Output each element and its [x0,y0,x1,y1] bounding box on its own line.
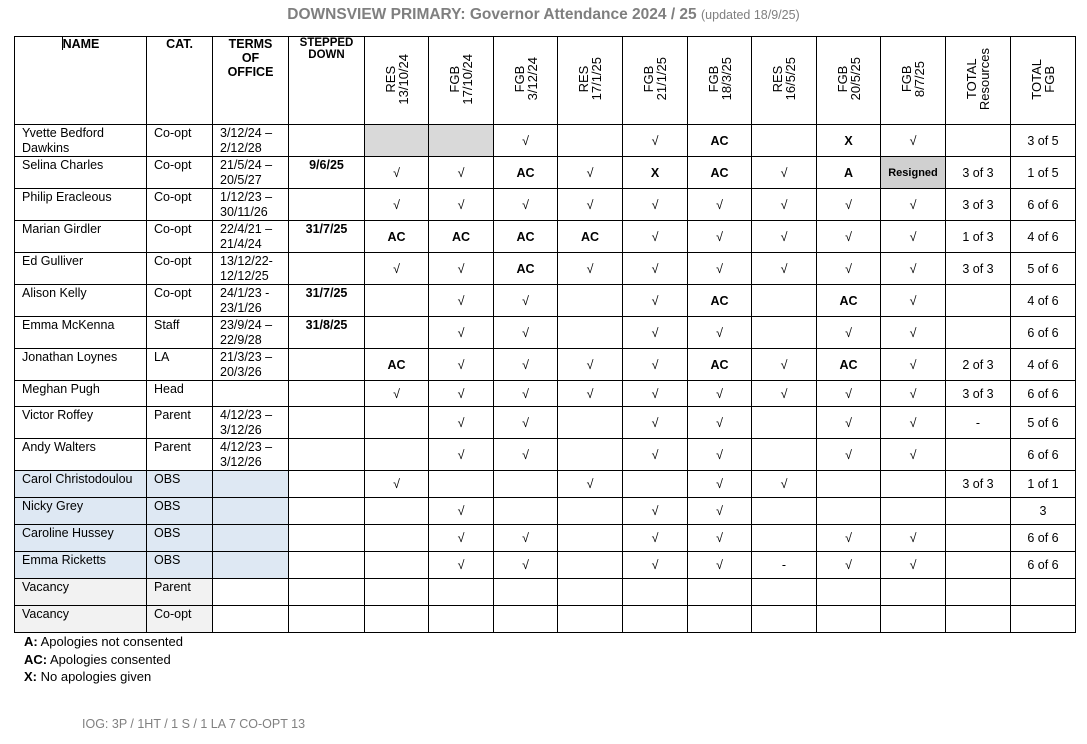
governor-name: Victor Roffey [15,407,147,439]
attendance-cell: √ [429,189,494,221]
total-fgb: 6 of 6 [1011,317,1076,349]
header-meeting: FGB 20/5/25 [817,37,881,125]
total-fgb: 5 of 6 [1011,407,1076,439]
attendance-cell: AC [688,125,752,157]
attendance-cell: √ [881,285,946,317]
terms-of-office: 21/5/24 – 20/5/27 [213,157,289,189]
attendance-cell: Resigned [881,157,946,189]
attendance-cell [752,498,817,525]
stepped-down-date [289,189,365,221]
attendance-cell: √ [881,381,946,407]
stepped-down-date [289,407,365,439]
attendance-cell: √ [817,317,881,349]
attendance-cell: √ [494,552,558,579]
terms-of-office: 24/1/23 - 23/1/26 [213,285,289,317]
attendance-cell: √ [688,407,752,439]
attendance-cell: AC [817,285,881,317]
attendance-cell: √ [429,498,494,525]
attendance-cell: AC [365,221,429,253]
total-resources [946,525,1011,552]
attendance-cell [494,579,558,606]
total-fgb [1011,579,1076,606]
attendance-cell: √ [365,157,429,189]
governor-name: Jonathan Loynes [15,349,147,381]
attendance-cell: √ [881,253,946,285]
attendance-cell: X [817,125,881,157]
governor-name: Yvette Bedford Dawkins [15,125,147,157]
header-meeting: FGB 21/1/25 [623,37,688,125]
attendance-cell [752,407,817,439]
table-row [15,552,1076,579]
governor-category: LA [147,349,213,381]
total-resources: 3 of 3 [946,471,1011,498]
governor-name: Andy Walters [15,439,147,471]
terms-of-office: 3/12/24 – 2/12/28 [213,125,289,157]
terms-of-office [213,579,289,606]
total-fgb: 6 of 6 [1011,439,1076,471]
attendance-cell [881,471,946,498]
attendance-cell: √ [494,285,558,317]
total-fgb: 5 of 6 [1011,253,1076,285]
attendance-cell: AC [688,157,752,189]
attendance-cell [365,125,429,157]
attendance-cell: √ [494,381,558,407]
attendance-cell: √ [429,381,494,407]
attendance-cell: √ [494,349,558,381]
governor-category: OBS [147,498,213,525]
attendance-cell: √ [558,349,623,381]
attendance-cell: √ [881,221,946,253]
terms-of-office [213,498,289,525]
attendance-cell: √ [623,285,688,317]
governor-category: Co-opt [147,253,213,285]
attendance-cell: √ [623,381,688,407]
attendance-cell: √ [365,471,429,498]
attendance-cell: √ [558,253,623,285]
stepped-down-date [289,349,365,381]
terms-of-office: 4/12/23 – 3/12/26 [213,407,289,439]
attendance-cell [558,498,623,525]
attendance-cell: √ [558,157,623,189]
attendance-cell: √ [494,407,558,439]
header-cat: CAT. [147,37,213,125]
table-row [15,125,1076,157]
attendance-cell: √ [752,349,817,381]
terms-of-office: 13/12/22-12/12/25 [213,253,289,285]
attendance-cell: √ [688,552,752,579]
table-row [15,579,1076,606]
governor-category: Co-opt [147,189,213,221]
terms-of-office: 23/9/24 – 22/9/28 [213,317,289,349]
stepped-down-date [289,381,365,407]
legend-item: X: No apologies given [24,669,152,684]
attendance-cell [365,498,429,525]
attendance-cell [688,579,752,606]
attendance-cell [494,498,558,525]
attendance-cell: √ [365,253,429,285]
attendance-cell: √ [881,125,946,157]
table-row [15,221,1076,253]
attendance-cell: √ [881,317,946,349]
attendance-cell: √ [494,525,558,552]
attendance-cell: √ [881,189,946,221]
table-row [15,407,1076,439]
attendance-cell: √ [558,189,623,221]
attendance-cell: √ [752,471,817,498]
attendance-cell: √ [752,253,817,285]
attendance-cell [623,471,688,498]
attendance-cell [881,606,946,633]
stepped-down-date [289,525,365,552]
attendance-cell [558,439,623,471]
governor-name: Emma McKenna [15,317,147,349]
attendance-cell [558,579,623,606]
attendance-cell: √ [817,189,881,221]
attendance-cell: √ [881,525,946,552]
attendance-cell [688,606,752,633]
attendance-cell: √ [429,317,494,349]
attendance-cell: √ [429,407,494,439]
stepped-down-date [289,552,365,579]
attendance-cell: √ [817,253,881,285]
total-resources [946,285,1011,317]
terms-of-office [213,606,289,633]
total-resources [946,439,1011,471]
attendance-cell: √ [688,498,752,525]
attendance-cell [817,606,881,633]
governor-category: Co-opt [147,285,213,317]
terms-of-office [213,552,289,579]
attendance-cell: √ [623,349,688,381]
governor-category: OBS [147,552,213,579]
legend-item: AC: Apologies consented [24,651,171,667]
governor-name: Carol Christodoulou [15,471,147,498]
governor-category: Co-opt [147,157,213,189]
attendance-cell: √ [688,253,752,285]
attendance-cell [365,407,429,439]
attendance-cell [365,579,429,606]
table-row [15,317,1076,349]
attendance-cell: AC [688,285,752,317]
header-stepped: STEPPED DOWN [289,37,365,125]
terms-of-office: 21/3/23 – 20/3/26 [213,349,289,381]
stepped-down-date: 31/8/25 [289,317,365,349]
governor-name: Vacancy [15,606,147,633]
attendance-cell [365,606,429,633]
attendance-cell [881,579,946,606]
attendance-cell: √ [365,381,429,407]
governor-category: OBS [147,525,213,552]
terms-of-office [213,471,289,498]
title-main: DOWNSVIEW PRIMARY: Governor Attendance 2024 / 25 [287,6,697,23]
attendance-cell [494,606,558,633]
governor-name: Selina Charles [15,157,147,189]
attendance-cell: √ [494,439,558,471]
terms-of-office [213,525,289,552]
title-updated: (updated 18/9/25) [701,8,800,22]
attendance-cell: √ [429,157,494,189]
attendance-cell: √ [623,317,688,349]
attendance-cell: √ [494,125,558,157]
governor-name: Alison Kelly [15,285,147,317]
attendance-cell [752,579,817,606]
attendance-cell [365,525,429,552]
legend-item: A: Apologies not consented [24,634,183,649]
total-resources [946,552,1011,579]
table-row [15,525,1076,552]
total-fgb: 3 of 5 [1011,125,1076,157]
attendance-cell [558,317,623,349]
stepped-down-date [289,471,365,498]
header-meeting: RES 16/5/25 [752,37,817,125]
table-row [15,381,1076,407]
attendance-cell: √ [688,317,752,349]
header-meeting: RES 17/1/25 [558,37,623,125]
attendance-cell [752,439,817,471]
total-resources [946,579,1011,606]
total-resources [946,317,1011,349]
governor-category: Co-opt [147,221,213,253]
table-body [15,125,1076,633]
attendance-cell [558,525,623,552]
terms-of-office: 22/4/21 – 21/4/24 [213,221,289,253]
attendance-cell [623,579,688,606]
governor-name: Meghan Pugh [15,381,147,407]
total-resources: 3 of 3 [946,381,1011,407]
header-meeting: FGB 18/3/25 [688,37,752,125]
attendance-cell: √ [558,381,623,407]
table-row [15,285,1076,317]
attendance-cell: √ [752,157,817,189]
table-row [15,349,1076,381]
footer-note: IOG: 3P / 1HT / 1 S / 1 LA 7 CO-OPT 13 [82,717,306,731]
attendance-cell: √ [623,253,688,285]
attendance-cell [623,606,688,633]
total-resources [946,125,1011,157]
attendance-cell: √ [881,552,946,579]
attendance-cell: AC [494,221,558,253]
attendance-cell: AC [365,349,429,381]
attendance-cell [817,498,881,525]
attendance-cell [429,579,494,606]
attendance-cell [752,285,817,317]
total-resources: 1 of 3 [946,221,1011,253]
attendance-cell: √ [817,221,881,253]
attendance-cell: AC [494,157,558,189]
total-fgb: 4 of 6 [1011,221,1076,253]
attendance-cell: √ [752,221,817,253]
attendance-cell [365,317,429,349]
governor-category: OBS [147,471,213,498]
attendance-cell [817,579,881,606]
attendance-cell: AC [494,253,558,285]
attendance-cell [429,125,494,157]
attendance-cell: √ [881,407,946,439]
attendance-cell: X [623,157,688,189]
attendance-cell [558,125,623,157]
attendance-cell: √ [817,552,881,579]
attendance-cell: AC [429,221,494,253]
governor-category: Staff [147,317,213,349]
governor-name: Marian Girdler [15,221,147,253]
stepped-down-date: 31/7/25 [289,285,365,317]
attendance-cell [429,471,494,498]
governor-category: Co-opt [147,606,213,633]
governor-name: Ed Gulliver [15,253,147,285]
terms-of-office [213,381,289,407]
stepped-down-date [289,439,365,471]
page-title [0,6,1087,24]
header-meeting: RES 13/10/24 [365,37,429,125]
stepped-down-date: 31/7/25 [289,221,365,253]
total-resources [946,606,1011,633]
attendance-cell: √ [688,189,752,221]
attendance-cell [558,407,623,439]
attendance-cell: √ [688,439,752,471]
attendance-cell: √ [881,349,946,381]
total-resources: - [946,407,1011,439]
table-row [15,157,1076,189]
attendance-cell: - [752,552,817,579]
attendance-cell: √ [623,552,688,579]
attendance-cell: √ [752,189,817,221]
header-terms: TERMS OF OFFICE [213,37,289,125]
attendance-cell: √ [817,439,881,471]
governor-name: Philip Eracleous [15,189,147,221]
governor-name: Vacancy [15,579,147,606]
total-fgb: 6 of 6 [1011,381,1076,407]
governor-category: Parent [147,579,213,606]
attendance-cell [752,317,817,349]
total-resources: 3 of 3 [946,189,1011,221]
attendance-cell: √ [623,407,688,439]
terms-of-office: 4/12/23 – 3/12/26 [213,439,289,471]
attendance-cell: √ [429,349,494,381]
attendance-cell: AC [817,349,881,381]
governor-name: Emma Ricketts [15,552,147,579]
header-meeting: FGB 3/12/24 [494,37,558,125]
attendance-cell [365,439,429,471]
attendance-cell [429,606,494,633]
governor-category: Parent [147,439,213,471]
attendance-cell: √ [881,439,946,471]
attendance-cell: √ [623,221,688,253]
governor-category: Head [147,381,213,407]
attendance-cell: √ [688,381,752,407]
table-row [15,439,1076,471]
governor-category: Co-opt [147,125,213,157]
attendance-cell [365,285,429,317]
attendance-cell: √ [752,381,817,407]
table-row [15,189,1076,221]
attendance-cell: AC [558,221,623,253]
header-total-resources: TOTAL Resources [946,37,1011,125]
governor-name: Nicky Grey [15,498,147,525]
total-fgb [1011,606,1076,633]
header-row [15,37,1076,125]
stepped-down-date [289,253,365,285]
table-row [15,253,1076,285]
total-fgb: 4 of 6 [1011,349,1076,381]
attendance-cell: AC [688,349,752,381]
header-name: NAME [15,37,147,125]
total-fgb: 6 of 6 [1011,525,1076,552]
stepped-down-date [289,498,365,525]
attendance-cell [817,471,881,498]
stepped-down-date: 9/6/25 [289,157,365,189]
total-fgb: 1 of 5 [1011,157,1076,189]
attendance-cell [881,498,946,525]
table-row [15,498,1076,525]
attendance-cell [365,552,429,579]
attendance-cell: √ [817,525,881,552]
table-row [15,606,1076,633]
attendance-cell: √ [817,407,881,439]
attendance-cell: √ [623,498,688,525]
stepped-down-date [289,125,365,157]
terms-of-office: 1/12/23 – 30/11/26 [213,189,289,221]
attendance-table [14,36,1076,633]
attendance-cell: √ [623,125,688,157]
attendance-cell: √ [558,471,623,498]
attendance-cell: √ [623,525,688,552]
attendance-cell: √ [429,439,494,471]
total-resources: 2 of 3 [946,349,1011,381]
total-resources: 3 of 3 [946,157,1011,189]
governor-category: Parent [147,407,213,439]
attendance-cell: √ [429,253,494,285]
total-fgb: 3 [1011,498,1076,525]
attendance-cell: √ [429,552,494,579]
governor-name: Caroline Hussey [15,525,147,552]
stepped-down-date [289,579,365,606]
attendance-cell: √ [817,381,881,407]
total-resources: 3 of 3 [946,253,1011,285]
attendance-cell [494,471,558,498]
attendance-cell: √ [494,189,558,221]
attendance-cell: √ [429,285,494,317]
attendance-cell: √ [688,471,752,498]
attendance-cell: √ [688,525,752,552]
total-fgb: 6 of 6 [1011,552,1076,579]
attendance-cell [752,125,817,157]
attendance-cell [558,552,623,579]
attendance-cell: √ [494,317,558,349]
attendance-cell: √ [623,439,688,471]
header-meeting: FGB 8/7/25 [881,37,946,125]
attendance-cell [558,285,623,317]
attendance-cell: A [817,157,881,189]
attendance-cell: √ [688,221,752,253]
attendance-cell [558,606,623,633]
header-meeting: FGB 17/10/24 [429,37,494,125]
legend [24,633,183,686]
attendance-cell [752,606,817,633]
attendance-cell: √ [365,189,429,221]
stepped-down-date [289,606,365,633]
header-total-fgb: TOTAL FGB [1011,37,1076,125]
total-fgb: 4 of 6 [1011,285,1076,317]
attendance-cell [752,525,817,552]
attendance-cell: √ [623,189,688,221]
table-row [15,471,1076,498]
total-fgb: 1 of 1 [1011,471,1076,498]
total-fgb: 6 of 6 [1011,189,1076,221]
attendance-cell: √ [429,525,494,552]
total-resources [946,498,1011,525]
